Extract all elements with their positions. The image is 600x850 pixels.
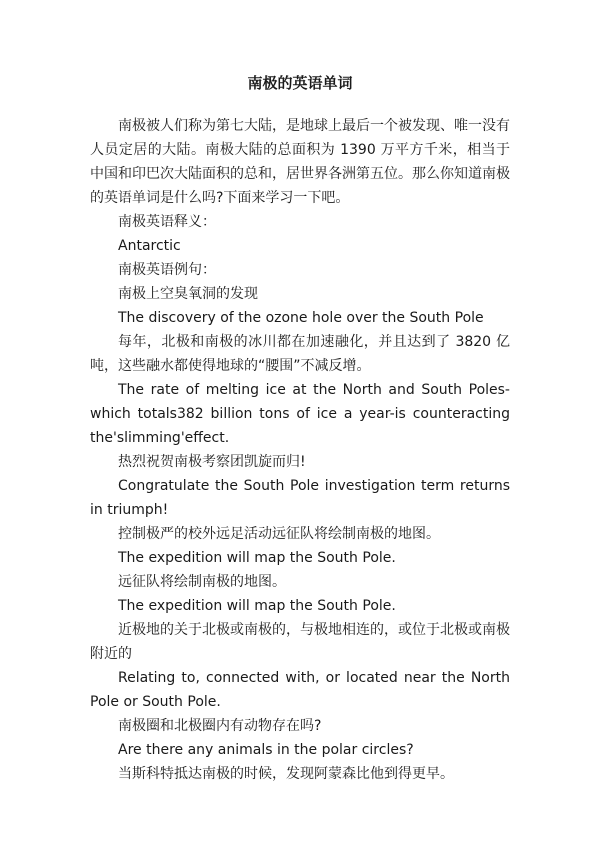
example-zh-5: 远征队将绘制南极的地图。 xyxy=(118,574,286,590)
example-zh-8: 当斯科特抵达南极的时候，发现阿蒙森比他到得更早。 xyxy=(118,766,454,782)
example-en-4: The expedition will map the South Pole. xyxy=(118,550,396,566)
document-page xyxy=(90,72,510,786)
example-zh-6: 近极地的关于北极或南极的，与极地相连的，或位于北极或南极附近的 xyxy=(90,622,510,662)
examples-heading: 南极英语例句： xyxy=(118,262,216,278)
example-en-3: Congratulate the South Pole investigation term returns in triumph! xyxy=(90,478,510,518)
example-zh-2: 每年，北极和南极的冰川都在加速融化，并且达到了 3820 亿吨，这些融水都使得地球的“腰围”不减反增。 xyxy=(90,334,510,374)
example-en-2: The rate of melting ice at the North and South Poles-which totals382 billion tons of ice a year-is counteracting the'slimming'effect. xyxy=(90,382,510,446)
example-en-6: Relating to, connected with, or located near the North Pole or South Pole. xyxy=(90,670,510,710)
definition-word: Antarctic xyxy=(118,238,181,254)
example-zh-7: 南极圈和北极圈内有动物存在吗? xyxy=(118,718,322,734)
intro-paragraph: 南极被人们称为第七大陆，是地球上最后一个被发现、唯一没有人员定居的大陆。南极大陆的总面积为 1390 万平方千米，相当于中国和印巴次大陆面积的总和，居世界各洲第五位。那么你知道南极的英语单词是什么吗?下面来学习一下吧。 xyxy=(90,118,510,206)
example-zh-3: 热烈祝贺南极考察团凯旋而归! xyxy=(118,454,306,470)
example-zh-4: 控制极严的校外远足活动远征队将绘制南极的地图。 xyxy=(118,526,440,542)
definition-heading: 南极英语释义： xyxy=(118,214,216,230)
example-zh-1: 南极上空臭氧洞的发现 xyxy=(118,286,258,302)
example-en-5: The expedition will map the South Pole. xyxy=(118,598,396,614)
example-en-7: Are there any animals in the polar circles? xyxy=(118,742,414,758)
example-en-1: The discovery of the ozone hole over the South Pole xyxy=(118,310,484,326)
page-title: 南极的英语单词 xyxy=(247,74,353,92)
